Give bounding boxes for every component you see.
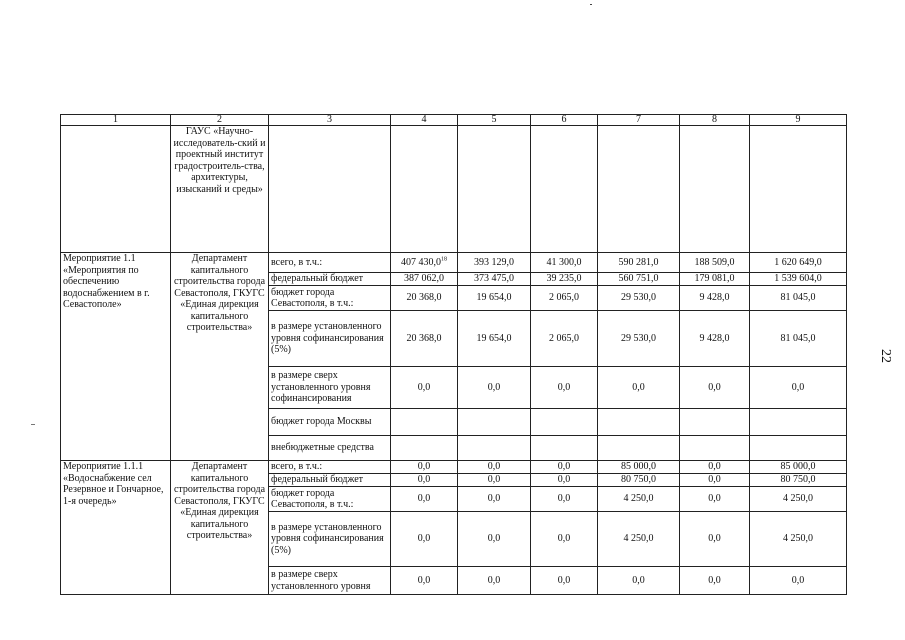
value-cell: 0,0 [391,474,458,487]
value-cell [391,253,458,273]
column-header: 9 [750,115,847,126]
value-cell: 0,0 [531,487,598,512]
empty-cell [61,126,171,253]
value-text: 407 430,0 [401,256,441,268]
value-cell: 0,0 [458,461,531,474]
value-cell: 0,0 [680,367,750,409]
value-cell: 0,0 [598,367,680,409]
funding-source-label: федеральный бюджет [269,273,391,286]
value-cell: 85 000,0 [750,461,847,474]
value-cell: 387 062,0 [391,273,458,286]
value-cell: 0,0 [598,567,680,595]
value-cell: 0,0 [458,487,531,512]
value-cell: 179 081,0 [680,273,750,286]
column-header: 7 [598,115,680,126]
funding-source-label: в размере сверх установленного уровня [269,567,391,595]
value-cell: 188 509,0 [680,253,750,273]
value-cell [531,436,598,461]
value-cell: 20 368,0 [391,311,458,367]
funding-source-label: бюджет города Севастополя, в т.ч.: [269,487,391,512]
value-cell: 373 475,0 [458,273,531,286]
value-cell: 39 235,0 [531,273,598,286]
funding-source-label: в размере сверх установленного уровня софинансирования [269,367,391,409]
value-cell: 0,0 [531,367,598,409]
value-cell: 81 045,0 [750,286,847,311]
empty-cell [750,126,847,253]
value-cell: 0,0 [531,461,598,474]
page-number: 22 [878,349,893,363]
value-cell: 4 250,0 [598,512,680,567]
value-cell: 2 065,0 [531,286,598,311]
measure-executor: Департамент капитального строительства города Севастополя, ГКУГС «Единая дирекция капитального строительства» [171,461,269,595]
value-cell: 1 539 604,0 [750,273,847,286]
value-cell: 0,0 [750,567,847,595]
funding-source-label: всего, в т.ч.: [269,253,391,273]
table-row [61,461,847,474]
value-cell [598,409,680,436]
funding-source-label: в размере установленного уровня софинансирования (5%) [269,512,391,567]
measure-title: Мероприятие 1.1.1 «Водоснабжение сел Резервное и Гончарное, 1-я очередь» [61,461,171,595]
empty-cell [458,126,531,253]
value-cell: 0,0 [391,367,458,409]
value-cell: 0,0 [750,367,847,409]
empty-cell [598,126,680,253]
value-cell [458,409,531,436]
value-cell: 0,0 [391,567,458,595]
scan-speck [590,4,592,5]
value-cell [750,409,847,436]
value-cell: 80 750,0 [750,474,847,487]
column-header: 1 [61,115,171,126]
empty-cell [680,126,750,253]
value-cell: 4 250,0 [750,512,847,567]
value-cell: 81 045,0 [750,311,847,367]
value-cell [598,436,680,461]
column-header: 6 [531,115,598,126]
value-cell: 0,0 [458,567,531,595]
value-cell: 19 654,0 [458,311,531,367]
empty-cell [391,126,458,253]
funding-source-label: бюджет города Москвы [269,409,391,436]
value-cell: 0,0 [680,487,750,512]
value-cell: 29 530,0 [598,311,680,367]
value-cell: 560 751,0 [598,273,680,286]
value-cell: 4 250,0 [598,487,680,512]
value-cell: 9 428,0 [680,286,750,311]
value-cell: 0,0 [391,512,458,567]
column-header: 2 [171,115,269,126]
value-cell: 20 368,0 [391,286,458,311]
column-header: 3 [269,115,391,126]
value-cell: 80 750,0 [598,474,680,487]
org-continuation-row [61,126,847,253]
measure-title: Мероприятие 1.1 «Мероприятия по обеспечению водоснабжением в г. Севастополе» [61,253,171,461]
scan-dash [31,424,35,425]
value-cell: 19 654,0 [458,286,531,311]
funding-source-label: в размере установленного уровня софинансирования (5%) [269,311,391,367]
funding-source-label: всего, в т.ч.: [269,461,391,474]
value-cell [680,436,750,461]
value-cell [750,436,847,461]
funding-source-label: внебюджетные средства [269,436,391,461]
value-cell: 1 620 649,0 [750,253,847,273]
value-cell: 0,0 [680,461,750,474]
value-cell: 0,0 [531,512,598,567]
funding-source-label: федеральный бюджет [269,474,391,487]
value-cell: 2 065,0 [531,311,598,367]
value-cell: 0,0 [458,474,531,487]
value-cell: 0,0 [391,461,458,474]
value-cell: 0,0 [391,487,458,512]
measure-executor: Департамент капитального строительства города Севастополя, ГКУГС «Единая дирекция капитального строительства» [171,253,269,461]
org-name: ГАУС «Научно-исследователь-ский и проектный институт градостроитель-ства, архитектуры, изысканий и среды» [171,126,269,253]
value-cell: 41 300,0 [531,253,598,273]
value-cell: 29 530,0 [598,286,680,311]
value-cell: 0,0 [680,567,750,595]
value-cell: 590 281,0 [598,253,680,273]
value-cell: 0,0 [531,474,598,487]
value-cell: 0,0 [458,367,531,409]
value-cell: 9 428,0 [680,311,750,367]
value-cell: 0,0 [531,567,598,595]
value-cell [531,409,598,436]
column-header: 5 [458,115,531,126]
value-cell: 0,0 [680,474,750,487]
footnote-marker: 18 [441,256,447,263]
value-cell [391,436,458,461]
value-cell: 0,0 [458,512,531,567]
funding-table [60,114,847,595]
value-cell: 0,0 [680,512,750,567]
value-cell: 4 250,0 [750,487,847,512]
empty-cell [269,126,391,253]
table-row [61,253,847,273]
funding-source-label: бюджет города Севастополя, в т.ч.: [269,286,391,311]
empty-cell [531,126,598,253]
column-header: 8 [680,115,750,126]
value-cell [458,436,531,461]
value-cell: 393 129,0 [458,253,531,273]
value-cell: 85 000,0 [598,461,680,474]
value-cell [391,409,458,436]
value-cell [680,409,750,436]
column-header-row [61,115,847,126]
column-header: 4 [391,115,458,126]
